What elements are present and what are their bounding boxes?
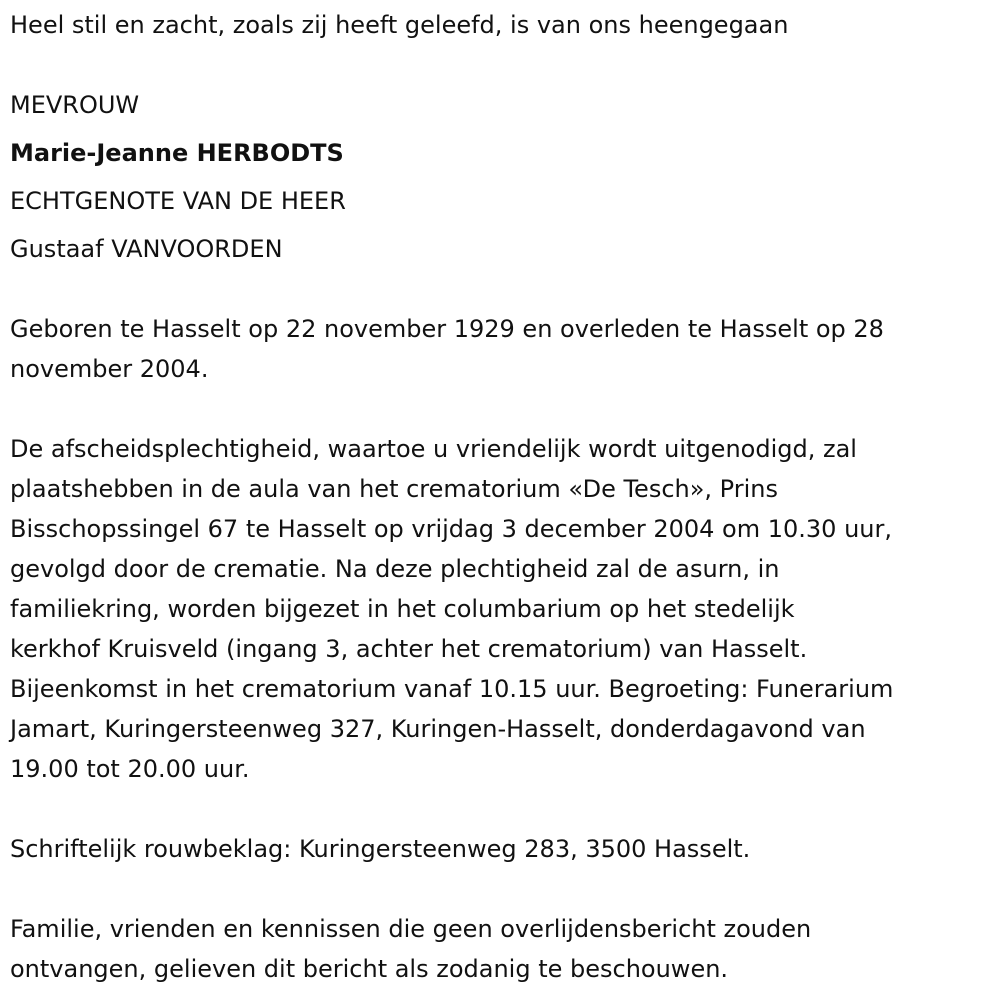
ceremony-line: De afscheidsplechtigheid, waartoe u vriendelijk wordt uitgenodigd, zal [10,435,857,463]
birth-death-paragraph [10,309,992,389]
ceremony-paragraph [10,429,992,789]
ceremony-line: plaatshebben in de aula van het crematorium «De Tesch», Prins [10,475,778,503]
ceremony-line: Bisschopssingel 67 te Hasselt op vrijdag 3 december 2004 om 10.30 uur, [10,515,892,543]
birth-death-line: Geboren te Hasselt op 22 november 1929 en overleden te Hasselt op 28 [10,315,884,343]
relation-text: ECHTGENOTE VAN DE HEER [10,187,346,215]
honorific-title: MEVROUW [10,91,140,119]
ceremony-line: Bijeenkomst in het crematorium vanaf 10.15 uur. Begroeting: Funerarium [10,675,894,703]
ceremony-line: Jamart, Kuringersteenweg 327, Kuringen-Hasselt, donderdagavond van [10,715,866,743]
birth-death-line: november 2004. [10,355,209,383]
spouse-name: Gustaaf VANVOORDEN [10,235,283,263]
ceremony-line: 19.00 tot 20.00 uur. [10,755,250,783]
death-notice [10,5,992,989]
condolences-paragraph [10,829,992,869]
closing-paragraph [10,909,992,989]
intro-text: Heel stil en zacht, zoals zij heeft geleefd, is van ons heengegaan [10,11,789,39]
closing-line: Familie, vrienden en kennissen die geen overlijdensbericht zouden [10,915,812,943]
ceremony-line: gevolgd door de crematie. Na deze plechtigheid zal de asurn, in [10,555,780,583]
deceased-name: Marie-Jeanne HERBODTS [10,139,344,167]
ceremony-line: familiekring, worden bijgezet in het columbarium op het stedelijk [10,595,795,623]
ceremony-line: kerkhof Kruisveld (ingang 3, achter het crematorium) van Hasselt. [10,635,808,663]
condolences-line: Schriftelijk rouwbeklag: Kuringersteenweg 283, 3500 Hasselt. [10,835,751,863]
closing-line: ontvangen, gelieven dit bericht als zodanig te beschouwen. [10,955,729,983]
